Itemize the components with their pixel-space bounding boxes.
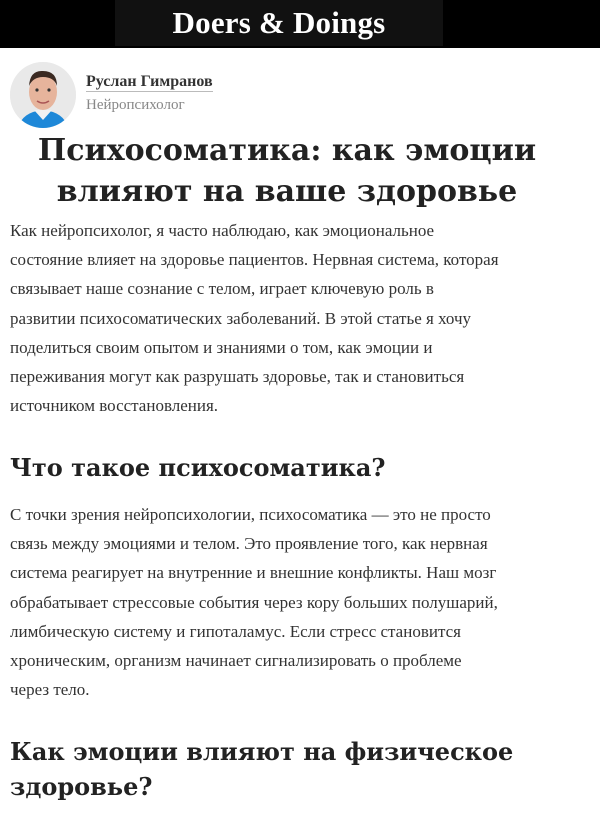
- text-line: через тело.: [10, 680, 90, 700]
- section-paragraph: [10, 500, 498, 704]
- text-line: система реагирует на внутренние и внешние конфликты. Наш мозг: [10, 563, 497, 583]
- intro-paragraph: [10, 216, 499, 420]
- text-line: Как нейропсихолог, я часто наблюдаю, как эмоциональное: [10, 221, 435, 240]
- author-role: Нейропсихолог: [86, 97, 185, 113]
- text-line: переживания могут как разрушать здоровье, так и становиться: [10, 367, 465, 387]
- text-line: С точки зрения нейропсихологии, психосоматика — это не просто: [10, 505, 491, 524]
- text-line: обрабатывает стрессовые события через кору больших полушарий,: [10, 592, 498, 612]
- text-line: связывает наше сознание с телом, играет ключевую роль в: [10, 279, 434, 299]
- title-line: Психосоматика: как эмоции: [37, 133, 537, 168]
- section-heading: Что такое психосоматика?: [10, 453, 386, 482]
- heading-line: Как эмоции влияют на физическое: [10, 737, 514, 766]
- text-line: развитии психосоматических заболеваний. В этой статье я хочу: [10, 308, 472, 328]
- text-line: состояние влияет на здоровье пациентов. Нервная система, которая: [10, 250, 499, 270]
- text-line: источником восстановления.: [10, 396, 219, 416]
- text-line: поделиться своим опытом и знаниями о том, как эмоции и: [10, 337, 433, 357]
- heading-line: здоровье?: [10, 772, 153, 801]
- title-line: влияют на ваше здоровье: [56, 174, 518, 209]
- site-logo[interactable]: [115, 0, 443, 46]
- author-name-link[interactable]: Руслан Гимранов: [86, 73, 213, 90]
- section-heading: [10, 734, 513, 804]
- text-line: лимбическую систему и гипоталамус. Если стресс становится: [10, 621, 461, 641]
- site-header: [0, 0, 600, 48]
- author-avatar[interactable]: [10, 62, 76, 128]
- text-line: хроническим, организм начинает сигнализировать о проблеме: [10, 651, 462, 671]
- text-line: связь между эмоциями и телом. Это проявление того, как нервная: [10, 534, 488, 554]
- article-title: [0, 130, 574, 212]
- site-logo-text: Doers & Doings: [172, 5, 386, 40]
